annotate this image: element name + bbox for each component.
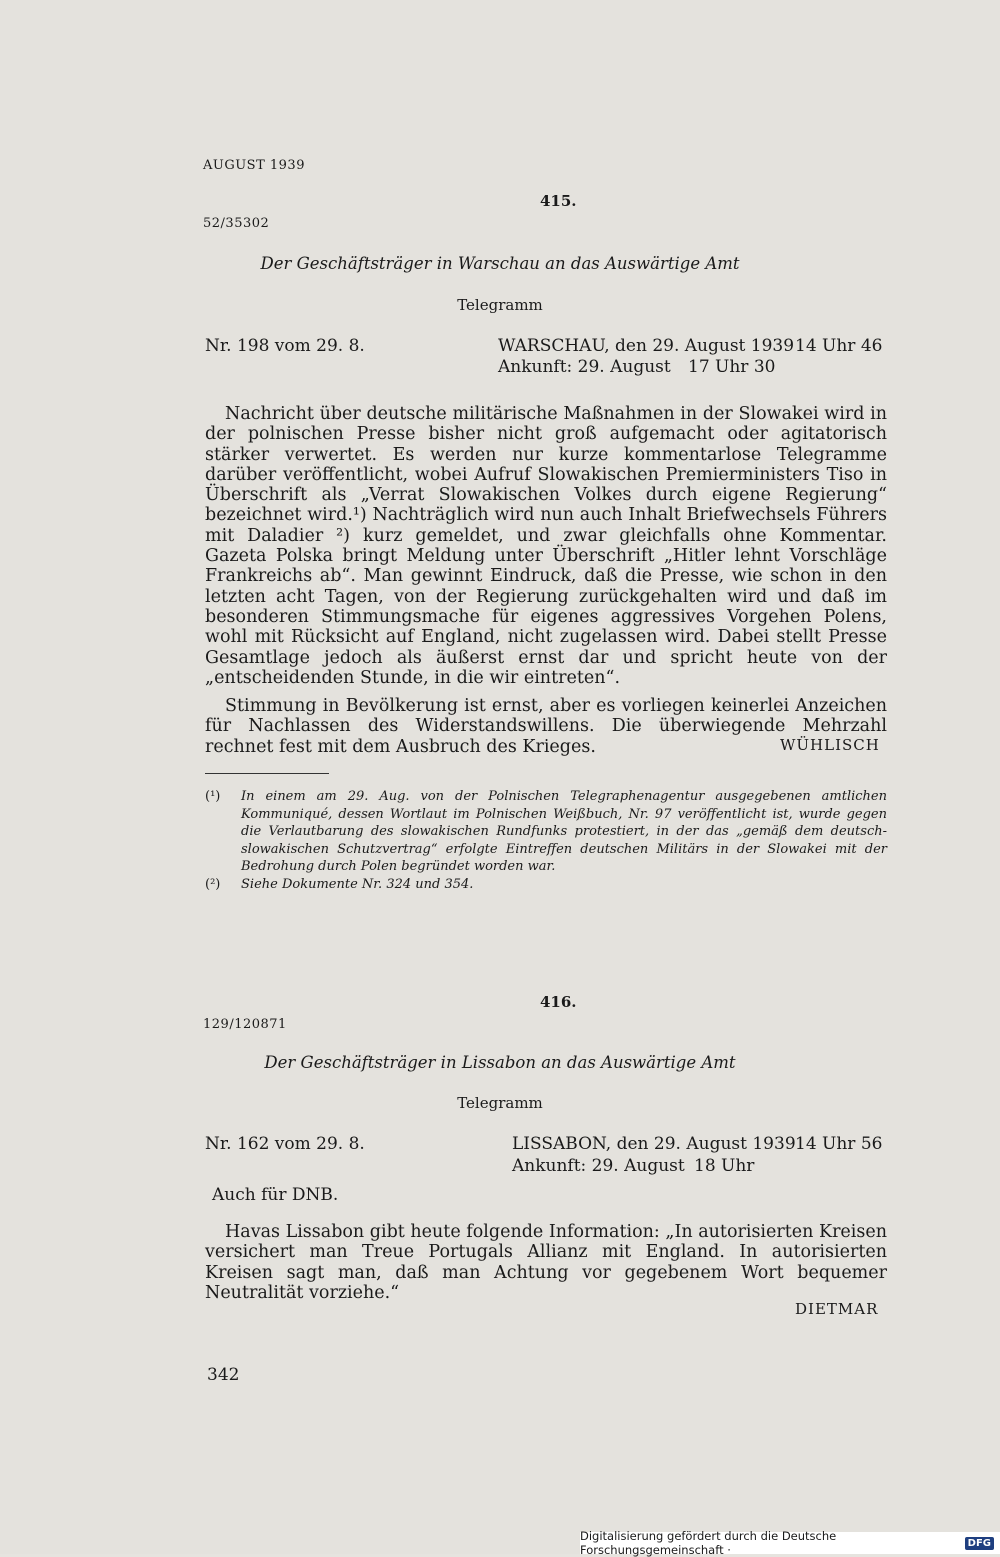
send-time: 14 Uhr 46 — [795, 336, 883, 356]
arrival: Ankunft: 29. August — [498, 357, 671, 377]
footnotes — [205, 788, 887, 893]
footnote-text: Siehe Dokumente Nr. 324 und 354. — [241, 876, 474, 892]
place-date: WARSCHAU, den 29. August 1939 — [498, 336, 795, 356]
place-date: LISSABON, den 29. August 1939 — [512, 1134, 796, 1154]
document-heading: Der Geschäftsträger in Warschau an das Auswärtige Amt — [260, 254, 740, 273]
footnote — [205, 788, 887, 876]
telegram-number: Nr. 162 vom 29. 8. — [205, 1134, 365, 1154]
signature: WÜHLISCH — [780, 736, 880, 754]
footnote — [205, 876, 887, 894]
document-number: 415. — [540, 192, 577, 210]
footer-text: Digitalisierung gefördert durch die Deutsche Forschungsgemeinschaft · — [580, 1529, 837, 1557]
document-type: Telegramm — [457, 1094, 543, 1112]
dfg-logo: DFG — [965, 1537, 994, 1550]
arrival: Ankunft: 29. August — [512, 1156, 685, 1176]
footnote-text: In einem am 29. Aug. von der Polnischen Telegraphenagentur ausgegebenen amtlichen Kommuniqué, dessen Wortlaut im Polnischen Weißbuch, Nr. 97 veröffentlicht ist, wurde gegen die Verlautbarung des slowakischen Rundfunks protestiert, in der das „gemäß dem deutsch-slowakischen Schutzvertrag“ erfolgte Eintreffen deutschen Militärs in der Slowakei mit der Bedrohung durch Polen begründet worden war. — [241, 789, 887, 874]
document-body — [205, 404, 887, 757]
page-number: 342 — [207, 1365, 240, 1385]
digitization-footer — [580, 1529, 1000, 1557]
distribution-note: Auch für DNB. — [212, 1185, 339, 1205]
signature: DIETMAR — [795, 1300, 879, 1318]
body-paragraph: Havas Lissabon gibt heute folgende Information: „In autorisierten Kreisen versichert man Treue Portugals Allianz mit England. In autorisierten Kreisen sagt man, daß man Achtung vor gegebenem Wort bequemer Neutralität vorziehe.“ — [205, 1222, 887, 1303]
document-body — [205, 1222, 887, 1303]
document-number: 416. — [540, 993, 577, 1011]
send-time: 14 Uhr 56 — [795, 1134, 883, 1154]
file-reference: 52/35302 — [203, 216, 270, 231]
footnote-mark: (¹) — [205, 789, 221, 804]
body-paragraph: Stimmung in Bevölkerung ist ernst, aber es vorliegen keinerlei Anzeichen für Nachlassen des Widerstandswillens. Die überwiegende Mehrzahl rechnet fest mit dem Ausbruch des Krieges. — [205, 696, 887, 757]
arrival-time: 17 Uhr 30 — [688, 357, 776, 377]
telegram-number: Nr. 198 vom 29. 8. — [205, 336, 365, 356]
file-reference: 129/120871 — [203, 1017, 287, 1032]
arrival-time: 18 Uhr — [694, 1156, 755, 1176]
body-paragraph: Nachricht über deutsche militärische Maßnahmen in der Slowakei wird in der polnischen Presse bisher nicht groß aufgemacht oder agitatorisch stärker verwertet. Es werden nur kurze kommentarlose Telegramme darüber veröffentlicht, wobei Aufruf Slowakischen Premierministers Tiso in Überschrift als „Verrat Slowakischen Volkes durch eigene Regierung“ bezeichnet wird.¹) Nachträglich wird nun auch Inhalt Briefwechsels Führers mit Daladier ²) kurz gemeldet, und zwar gleichfalls ohne Kommentar. Gazeta Polska bringt Meldung unter Überschrift „Hitler lehnt Vorschläge Frankreichs ab“. Man gewinnt Eindruck, daß die Presse, wie schon in den letzten acht Tagen, von der Regierung zurückgehalten wird und daß im besonderen Stimmungsmache für eigenes aggressives Vorgehen Polens, wohl mit Rücksicht auf England, nicht zugelassen wird. Dabei stellt Presse Gesamtlage jedoch als äußerst ernst dar und spricht heute von der „entscheidenden Stunde, in die wir eintreten“. — [205, 404, 887, 688]
running-head: AUGUST 1939 — [203, 158, 305, 173]
footnote-divider — [205, 773, 329, 774]
document-heading: Der Geschäftsträger in Lissabon an das Auswärtige Amt — [264, 1053, 736, 1072]
document-type: Telegramm — [457, 296, 543, 314]
footnote-mark: (²) — [205, 876, 221, 892]
